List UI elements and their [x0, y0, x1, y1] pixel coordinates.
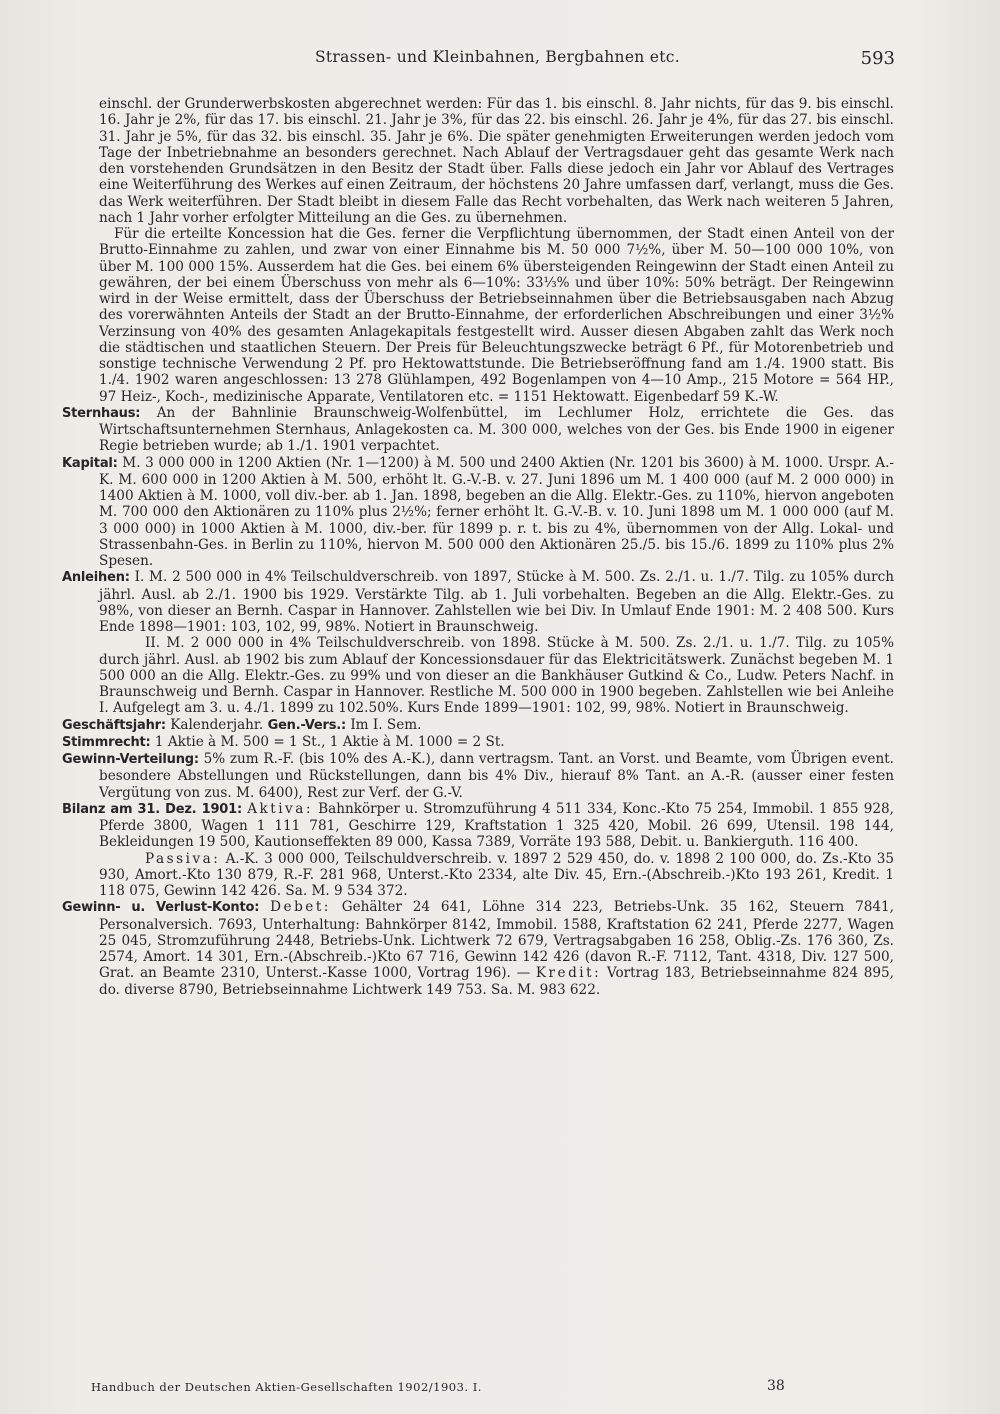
page-footer — [91, 1378, 791, 1398]
entry-anleihen-ii — [62, 635, 894, 716]
entry-text: Vortrag 183, Betriebseinnahme 824 895, do. diverse 8790, Betriebseinnahme Lichtwerk 149 753. Sa. M. 983 622. — [99, 965, 895, 998]
entry-text: 1 Aktie à M. 500 = 1 St., 1 Aktie à M. 1000 = 2 St. — [154, 733, 505, 750]
paragraph-concession-fees — [62, 226, 894, 405]
page-header — [100, 48, 895, 74]
document-body — [62, 96, 894, 998]
debet-label: Debet: — [270, 899, 331, 916]
entry-text: M. 3 000 000 in 1200 Aktien (Nr. 1—1200) à M. 500 und 2400 Aktien (Nr. 1201 bis 3600) à M. 1000. Urspr. A.-K. M. 600 000 in 1200 Aktien à M. 500, erhöht lt. G.-V.-B. v. 27. Juni 1896 um M. 1 400 000 (auf M. 2 000 000) in 1400 Aktien à M. 1000, voll div.-ber. ab 1. Jan. 1898, begeben an die Allg. Elektr.-Ges. zu 110%, hiervon angeboten M. 700 000 den Aktionären zu 110% plus 2½%; ferner erhöht lt. G.-V.-B. v. 10. Juni 1898 um M. 1 000 000 (auf M. 3 000 000) in 1000 Aktien à M. 1000, div.-ber. für 1899 p. r. t. bis zu 4%, übernommen von der Allg. Lokal- und Strassenbahn-Ges. in Berlin zu 110%, hiervon M. 500 000 den Aktionären 25./5. bis 15./6. 1899 zu 110% plus 2% Spesen. — [99, 454, 894, 569]
entry-keyword: Gewinn-Verteilung: — [62, 752, 199, 767]
entry-gewinn-verlust — [62, 899, 894, 998]
entry-sternhaus — [62, 405, 894, 455]
entry-kapital — [62, 455, 894, 570]
entry-text: Gehälter 24 641, Löhne 314 223, Betriebs-Unk. 35 162, Steuern 7841, Personalversich. 7693, Unterhaltung: Bahnkörper 8142, Immobil. 1588, Kraftstation 62 241, Pferde 2277, Wagen 25 045, Stromzuführung 2448, Betriebs-Unk. Lichtwerk 72 679, Vertragsabgaben 16 258, Oblig.-Zs. 176 360, Zs. 2574, Amort. 14 301, Ern.-(Abschreib.-)Kto 67 716, Gewinn 142 426 (davon R.-F. 7112, Tant. 4318, Div. 127 500, Grat. an Beamte 2310, Unterst.-Kasse 1000, Vortrag 196). — — [99, 899, 894, 982]
entry-keyword: Kapital: — [62, 455, 118, 471]
entry-bilanz — [62, 801, 894, 851]
entry-keyword: Bilanz am 31. Dez. 1901: — [62, 801, 242, 817]
entry-text: Bahnkörper u. Stromzuführung 4 511 334, Konc.-Kto 75 254, Immobil. 1 855 928, Pferde 3800, Wagen 1 111 781, Geschirre 129, Kraftstation 1 325 420, Mobil. 26 699, Utensil. 198 144, Bekleidungen 19 500, Kautionseffekten 89 000, Kassa 7389, Vorräte 193 588, Debit. u. Bankierguth. 116 400. — [99, 800, 895, 851]
entry-keyword: Gen.-Vers.: — [267, 717, 346, 733]
entry-stimmrecht — [62, 734, 894, 751]
entry-text: An der Bahnlinie Braunschweig-Wolfenbüttel, im Lechlumer Holz, errichtete die Ges. das Wirtschaftsunternehmen Sternhaus, Anlagekosten ca. M. 300 000, welches von der Ges. bis Ende 1900 in eigener Regie betrieben wurde; ab 1./1. 1901 verpachtet. — [99, 404, 894, 455]
entry-geschaeftsjahr — [62, 717, 894, 734]
imprint: Handbuch der Deutschen Aktien-Gesellschaften 1902/1903. I. — [91, 1380, 482, 1394]
paragraph-concession-terms — [62, 96, 894, 226]
paragraph-text: einschl. der Grunderwerbskosten abgerechnet werden: Für das 1. bis einschl. 8. Jahr nichts, für das 9. bis einschl. 16. Jahr je 2%, für das 17. bis einschl. 21. Jahr je 3%, für das 22. bis einschl. 26. Jahr je 4%, für das 27. bis einschl. 31. Jahr je 5%, für das 32. bis einschl. 35. Jahr je 6%. Die später genehmigten Erweiterungen werden jedoch vom Tage der Inbetriebnahme an besonders gerechnet. Nach Ablauf der Vertragsdauer geht das gesamte Werk nach den vorstehenden Grundsätzen in den Besitz der Stadt über. Falls diese jedoch ein Jahr vor Ablauf des Vertrages eine Weiterführung des Werkes auf einen Zeitraum, der höchstens 20 Jahre umfassen darf, verlangt, muss die Ges. das Werk weiterführen. Der Stadt bleibt in diesem Falle das Recht vorbehalten, das Werk nach weiteren 5 Jahren, nach 1 Jahr vorher erfolgter Mitteilung an die Ges. zu übernehmen. — [99, 96, 894, 226]
entry-keyword: Stimmrecht: — [62, 734, 151, 750]
entry-keyword: Anleihen: — [62, 570, 130, 586]
entry-text: 5% zum R.-F. (bis 10% des A.-K.), dann vertragsm. Tant. an Vorst. und Beamte, vom Übrigen event. besondere Abstellungen und Rückstellungen, dann bis 4% Div., hierauf 8% Tant. an A.-R. (ausser einer festen Vergütung von zus. M. 6400), Rest zur Verf. der G.-V. — [99, 751, 895, 801]
entry-text: Kalenderjahr. — [170, 716, 264, 733]
entry-keyword: Gewinn- u. Verlust-Konto: — [62, 900, 260, 916]
kredit-label: Kredit: — [535, 965, 602, 982]
entry-passiva — [62, 851, 894, 900]
passiva-label: Passiva: — [145, 850, 221, 867]
signature-mark: 38 — [767, 1378, 785, 1394]
aktiva-label: Aktiva: — [247, 800, 313, 817]
page-number: 593 — [860, 48, 895, 69]
entry-keyword: Geschäftsjahr: — [62, 717, 166, 733]
entry-keyword: Sternhaus: — [62, 405, 141, 421]
entry-text: I. M. 2 500 000 in 4% Teilschuldverschreib. von 1897, Stücke à M. 500. Zs. 2./1. u. 1./7. Tilg. zu 105% durch jährl. Ausl. ab 2./1. 1900 bis 1929. Verstärkte Tilg. ab 1. Juli vorbehalten. Begeben an die Allg. Elektr.-Ges. zu 98%, von dieser an Bernh. Caspar in Hannover. Zahlstellen wie bei Div. In Umlauf Ende 1901: M. 2 408 500. Kurs Ende 1898—1901: 103, 102, 99, 98%. Notiert in Braunschweig. — [99, 569, 894, 635]
entry-gewinn-verteilung — [62, 751, 894, 801]
entry-text: A.-K. 3 000 000, Teilschuldverschreib. v. 1897 2 529 450, do. v. 1898 2 100 000, do. Zs.-Kto 35 930, Amort.-Kto 130 879, R.-F. 281 968, Unterst.-Kto 2334, alte Div. 45, Ern.-(Abschreib.-)Kto 193 261, Kredit. 1 118 075, Gewinn 142 426. Sa. M. 9 534 372. — [99, 850, 894, 899]
entry-text: II. M. 2 000 000 in 4% Teilschuldverschreib. von 1898. Stücke à M. 500. Zs. 2./1. u. 1./7. Tilg. zu 105% durch jährl. Ausl. ab 1902 bis zum Ablauf der Koncessionsdauer für das Elektricitätswerk. Zunächst begeben M. 1 500 000 an die Allg. Elektr.-Ges. zu 99% und von dieser an die Bankhäuser Gutkind & Co., Ludw. Peters Nachf. in Braunschweig und Bernh. Caspar in Hannover. Restliche M. 500 000 in 1900 begeben. Zahlstellen wie bei Anleihe I. Aufgelegt am 3. u. 4./1. 1899 zu 102.50%. Kurs Ende 1899—1901: 102, 99, 98%. Notiert in Braunschweig. — [99, 635, 894, 717]
running-title: Strassen- und Kleinbahnen, Bergbahnen etc. — [314, 48, 681, 66]
paragraph-text: Für die erteilte Koncession hat die Ges. ferner die Verpflichtung übernommen, der Stadt einen Anteil von der Brutto-Einnahme zu zahlen, und zwar von einer Einnahme bis M. 50 000 7½%, über M. 50—100 000 10%, von über M. 100 000 15%. Ausserdem hat die Ges. bei einem 6% übersteigenden Reingewinn der Stadt einen Anteil zu gewähren, der bei einem Überschuss von mehr als 6—10%: 33⅓% und über 10%: 50% beträgt. Der Reingewinn wird in der Weise ermittelt, dass der Überschuss der Betriebseinnahmen über die Betriebsausgaben nach Abzug des vorerwähnten Anteils der Stadt an der Brutto-Einnahme, der erforderlichen Abschreibungen und einer 3½% Verzinsung von 40% des gesamten Anlagekapitals festgestellt wird. Ausser diesen Abgaben zahlt das Werk noch die städtischen und staatlichen Steuern. Der Preis für Beleuchtungszwecke beträgt 6 Pf., für Motorenbetrieb und sonstige technische Verwendung 2 Pf. pro Hektowattstunde. Die Betriebseröffnung fand am 1./4. 1900 statt. Bis 1./4. 1902 waren angeschlossen: 13 278 Glühlampen, 492 Bogenlampen von 4—10 Amp., 215 Motore = 564 HP., 97 Heiz-, Koch-, medizinische Apparate, Ventilatoren etc. = 1151 Hektowatt. Eigenbedarf 59 K.-W. — [99, 226, 894, 405]
entry-text: Im I. Sem. — [350, 716, 422, 733]
entry-anleihen — [62, 569, 894, 635]
